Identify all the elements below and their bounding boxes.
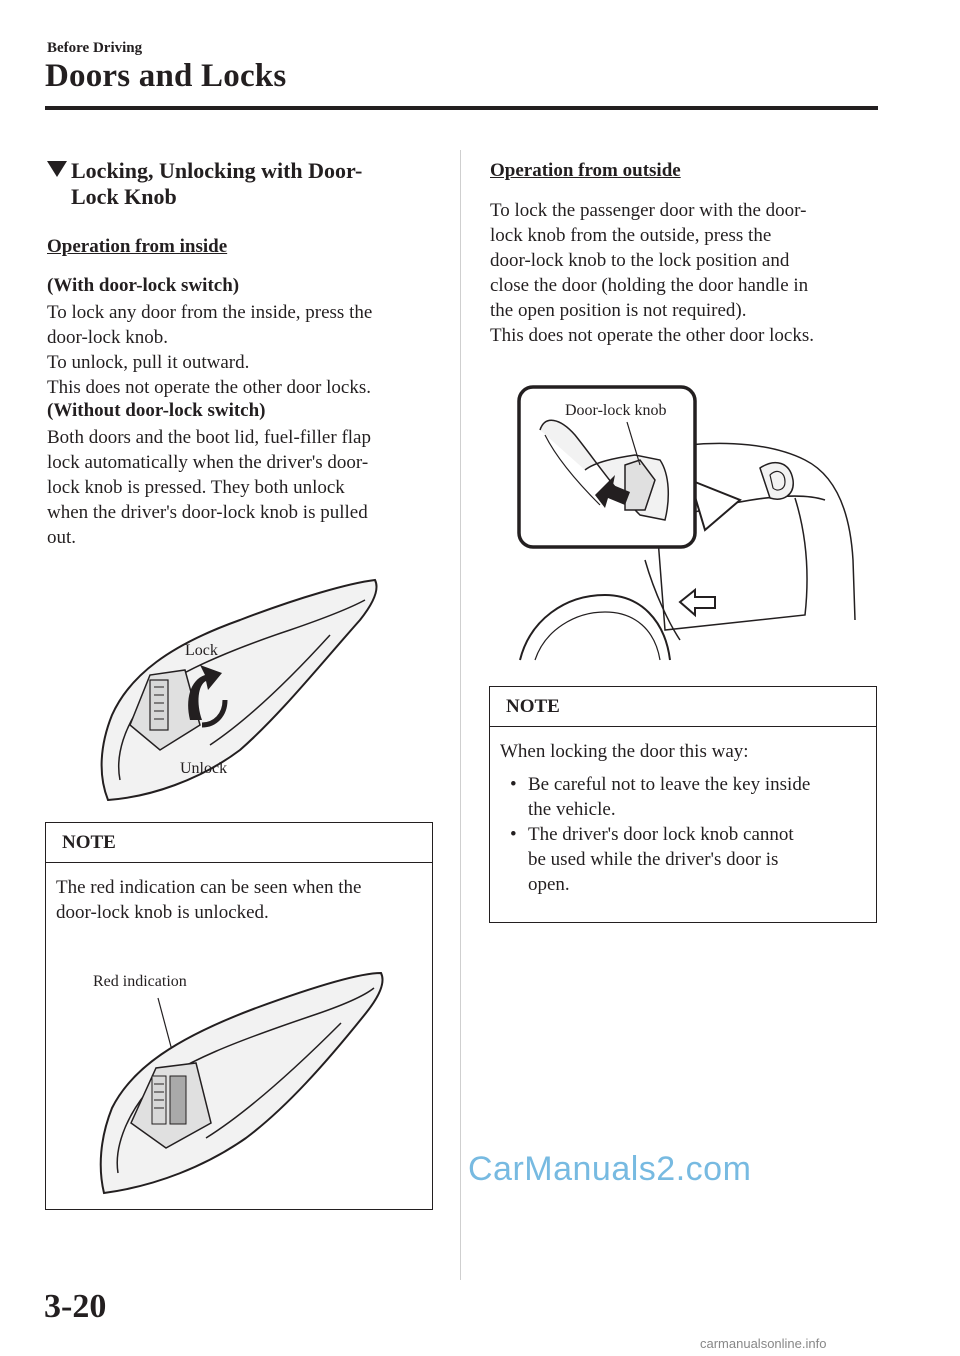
red-indication-illustration [96,968,396,1198]
page-title: Doors and Locks [45,58,287,94]
note-title: NOTE [46,823,432,863]
note-box-right [489,686,877,923]
red-indication-label: Red indication [93,973,187,990]
triangle-marker-icon [47,161,67,177]
watermark: CarManuals2.com [468,1150,752,1188]
title-rule [45,106,878,110]
footer-url: carmanualsonline.info [700,1336,827,1351]
column-divider [460,150,461,1280]
door-lock-knob-label: Door-lock knob [565,402,667,419]
note-text: The red indication can be seen when the door-lock knob is unlocked. [56,877,362,923]
list-item: • The driver's door lock knob cannot be used while the driver's door is open. [510,824,794,895]
with-switch-text: To lock any door from the inside, press the door-lock knob. To unlock, pull it outward. This does not operate the other door locks. [47,302,373,398]
note-box-left [45,822,433,1210]
page-number: 3-20 [44,1288,107,1325]
heading-line-1: Locking, Unlocking with Door- [71,158,363,183]
without-switch-text: Both doors and the boot lid, fuel-filler flap lock automatically when the driver's door- lock knob is pressed. They both unlock when the driver's door-lock knob is pulled out. [47,427,371,548]
note-text-right: When locking the door this way: • Be careful not to leave the key inside the vehicle. • The driver's door lock knob cannot be used while the driver's door is open. [490,727,876,897]
car-door-illustration [505,380,860,670]
section-label: Before Driving [47,40,143,56]
outside-heading: Operation from outside [490,160,681,181]
outside-text: To lock the passenger door with the door- lock knob from the outside, press the door-lock knob to the lock position and close the door (holding the door handle in the open position is not required). This does not operate the other door locks. [490,200,814,346]
section-heading [47,158,362,184]
unlock-label: Unlock [180,760,228,777]
note-title-right: NOTE [490,687,876,727]
with-switch-heading: (With door-lock switch) [47,275,240,296]
lock-label: Lock [185,642,218,659]
bullet-icon: • [510,824,517,845]
list-item: • Be careful not to leave the key inside the vehicle. [510,774,811,820]
door-handle-illustration [90,575,390,810]
note-bullet-list [500,772,866,897]
without-switch-heading: (Without door-lock switch) [47,400,266,421]
bullet-icon: • [510,774,517,795]
heading-line-2: Lock Knob [71,184,177,209]
inside-heading: Operation from inside [47,236,228,257]
